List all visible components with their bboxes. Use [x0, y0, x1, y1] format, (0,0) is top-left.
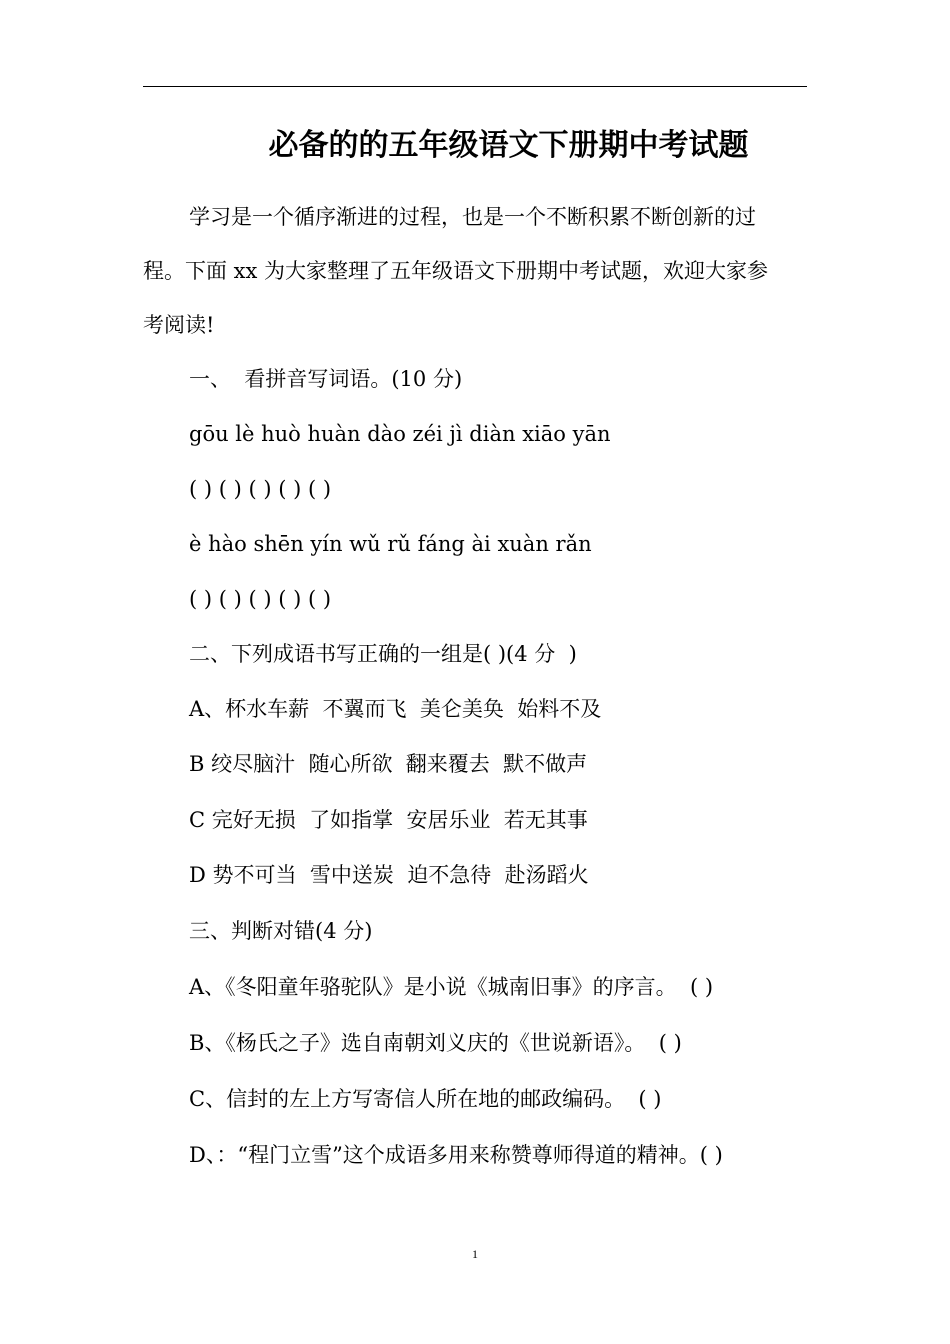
intro-line: 学习是一个循序渐进的过程，也是一个不断积累不断创新的过 — [189, 205, 756, 229]
pinyin-line-2: è hào shēn yín wǔ rǔ fáng ài xuàn rǎn — [189, 532, 592, 556]
section-heading-2: 二、下列成语书写正确的一组是( )(4 分 ) — [189, 642, 577, 666]
judge-item-d: D、：“程门立雪”这个成语多用来称赞尊师得道的精神。( ) — [189, 1143, 723, 1167]
judge-item-a: A、《冬阳童年骆驼队》是小说《城南旧事》的序言。 ( ) — [189, 975, 714, 999]
section-heading-3: 三、判断对错(4 分) — [189, 919, 373, 943]
judge-item-b: B、《杨氏之子》选自南朝刘义庆的《世说新语》。 ( ) — [189, 1031, 682, 1055]
answer-blanks-1: ( ) ( ) ( ) ( ) ( ) — [189, 477, 332, 501]
intro-line: 考阅读! — [143, 313, 215, 337]
intro-line: 程。下面 xx 为大家整理了五年级语文下册期中考试题，欢迎大家参 — [143, 259, 769, 283]
option-b: B 绞尽脑汁 随心所欲 翻来覆去 默不做声 — [189, 752, 588, 776]
option-d: D 势不可当 雪中送炭 迫不急待 赴汤蹈火 — [189, 863, 589, 887]
option-a: A、杯水车薪 不翼而飞 美仑美奂 始料不及 — [189, 697, 602, 721]
answer-blanks-2: ( ) ( ) ( ) ( ) ( ) — [189, 587, 332, 611]
option-c: C 完好无损 了如指掌 安居乐业 若无其事 — [189, 808, 588, 832]
intro-paragraph — [143, 190, 807, 352]
section-heading-1: 一、 看拼音写词语。(10 分) — [189, 367, 463, 391]
judge-item-c: C、信封的左上方写寄信人所在地的邮政编码。 ( ) — [189, 1087, 662, 1111]
pinyin-line-1: gōu lè huò huàn dào zéi jì diàn xiāo yān — [189, 422, 611, 446]
page-number: 1 — [472, 1247, 478, 1261]
header-rule — [143, 86, 807, 87]
document-title: 必备的的五年级语文下册期中考试题 — [268, 128, 749, 163]
